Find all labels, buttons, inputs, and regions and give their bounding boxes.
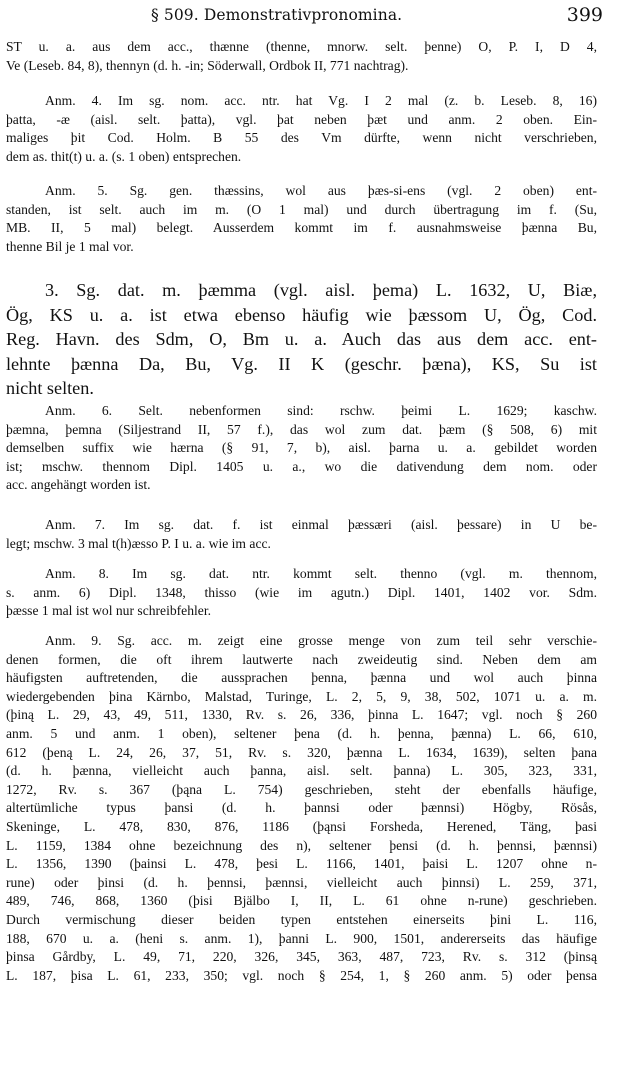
text-line: 612 (þeną L. 24, 26, 37, 51, Rv. s. 320, þænna L. 1634, 1639), selten þana: [6, 744, 597, 760]
text-line: ST u. a. aus dem acc., thænne (thenne, mnorw. selt. þenne) O, P. I, D 4,: [6, 39, 597, 54]
paragraph-continued: [6, 38, 597, 75]
text-line: L. 1159, 1384 ohne bezeichnung des n), seltener þensi (d. h. þennsi, þænnsi): [6, 837, 597, 853]
text-line: s. anm. 6) Dipl. 1348, thisso (wie im agutn.) Dipl. 1401, 1402 vor. Sdm.: [6, 584, 597, 600]
text-line: demselben suffix wie hærna (§ 91, 7, b), aisl. þarna u. a. gebildet worden: [6, 440, 597, 456]
text-line: dem as. thit(t) u. a. (s. 1 oben) entsprechen.: [6, 148, 242, 164]
note-anm-4: [6, 92, 597, 166]
section-title: § 509. Demonstrativpronomina.: [151, 6, 403, 24]
text-line: standen, ist selt. auch im m. (O 1 mal) und durch übertragung im f. (Su,: [6, 201, 597, 217]
text-line: Reg. Havn. des Sdm, O, Bm u. a. Auch das aus dem acc. ent-: [6, 329, 597, 349]
text-line: L. 187, þisa L. 61, 233, 350; vgl. noch § 254, 1, § 260 anm. 5) oder þensa: [6, 967, 597, 983]
text-line: 3. Sg. dat. m. þæmma (vgl. aisl. þema) L. 1632, U, Biæ,: [45, 280, 597, 300]
text-line: 1272, Rv. s. 367 (þąna L. 754) geschrieben, steht der ebenfalls häufige,: [6, 781, 597, 797]
text-line: ist; mschw. thennom Dipl. 1405 u. a., wo die dativendung dem nom. oder: [6, 458, 597, 474]
text-line: þæsse 1 mal ist wol nur schreibfehler.: [6, 603, 212, 619]
section-3-paragraph: [6, 278, 597, 401]
text-line: (d. h. þænna, vielleicht auch þanna, aisl. selt. þanna) L. 305, 323, 331,: [6, 763, 597, 779]
text-line: acc. angehängt worden ist.: [6, 477, 151, 493]
text-line: Skeninge, L. 478, 830, 876, 1186 (þąnsi Forsheda, Herened, Täng, þasi: [6, 818, 597, 834]
text-line: 489, 746, 868, 1360 (þisi Bjälbo I, II, L. 61 ohne n-rune) geschrieben.: [6, 893, 597, 909]
text-line: þinsa Gårdby, L. 49, 71, 220, 326, 345, 363, 487, 723, Rv. s. 312 (þinsą: [6, 949, 597, 965]
page-number: 399: [566, 4, 603, 26]
note-anm-9: [6, 632, 597, 985]
text-line: þæmna, þemna (Siljestrand II, 57 f.), das wol zum dat. þæm (§ 508, 6) mit: [6, 421, 597, 437]
text-line: thenne Bil je 1 mal vor.: [6, 238, 134, 254]
running-header: [6, 4, 603, 26]
note-anm-6: [6, 402, 597, 495]
text-line: MB. II, 5 mal) belegt. Ausserdem kommt im f. ausnahmsweise þænna Bu,: [6, 220, 597, 236]
text-line: rune) oder þinsi (d. h. þennsi, þænnsi, vielleicht auch þinnsi) L. 259, 371,: [6, 874, 597, 890]
note-anm-7: [6, 516, 597, 553]
text-line: denen formen, die oft ihrem lautwerte nach zweideutig sind. Neben dem am: [6, 651, 597, 667]
text-line: Ög, KS u. a. ist etwa ebenso häufig wie þæssom U, Ög, Cod.: [6, 304, 597, 325]
text-line: Anm. 9. Sg. acc. m. zeigt eine grosse menge von zum teil sehr verschie-: [45, 633, 597, 648]
text-line: 188, 670 u. a. (heni s. anm. 1), þanni L. 900, 1501, andererseits das häufige: [6, 930, 597, 946]
text-line: L. 1356, 1390 (þainsi L. 478, þesi L. 1166, 1401, þaisi L. 1207 ohne n-: [6, 856, 597, 872]
text-line: nicht selten.: [6, 378, 94, 398]
text-line: Ve (Leseb. 84, 8), thennyn (d. h. -in; Söderwall, Ordbok II, 771 nachtrag).: [6, 57, 409, 73]
text-line: lehnte þænna Da, Bu, Vg. II K (geschr. þæna), KS, Su ist: [6, 353, 597, 374]
text-line: wiedergebenden þina Kärnbo, Malstad, Turinge, L. 2, 5, 9, 38, 502, 1071 u. a. m.: [6, 688, 597, 704]
text-line: maliges þit Cod. Holm. B 55 des Vm dürfte, wenn nicht verschrieben,: [6, 130, 597, 146]
note-anm-8: [6, 565, 597, 621]
text-line: Anm. 5. Sg. gen. thæssins, wol aus þæs-si-ens (vgl. 2 oben) ent-: [45, 183, 597, 198]
text-line: altertümliche typus þansi (d. h. þannsi oder þænnsi) Högby, Rösås,: [6, 800, 597, 816]
text-line: Durch vermischung dieser beiden typen entstehen einerseits þini L. 116,: [6, 911, 597, 927]
text-line: (þiną L. 29, 43, 49, 511, 1330, Rv. s. 26, 336, þinna L. 1647; vgl. noch § 260: [6, 707, 597, 723]
text-line: häufigsten auftretenden, die aussprachen þenna, þænna und wol auch þinna: [6, 670, 597, 686]
text-line: anm. 5 und anm. 1 oben), seltener þena (d. h. þenna, þænna) L. 66, 610,: [6, 725, 597, 741]
text-line: þatta, -æ (aisl. selt. þatta), vgl. þat neben þæt und anm. 2 oben. Ein-: [6, 111, 597, 127]
text-line: Anm. 4. Im sg. nom. acc. ntr. hat Vg. I 2 mal (z. b. Leseb. 8, 16): [45, 93, 597, 108]
note-anm-5: [6, 182, 597, 256]
text-line: Anm. 7. Im sg. dat. f. ist einmal þæssæri (aisl. þessare) in U be-: [45, 517, 597, 532]
text-line: Anm. 8. Im sg. dat. ntr. kommt selt. thenno (vgl. m. thennom,: [45, 566, 597, 581]
text-line: legt; mschw. 3 mal t(h)æsso P. I u. a. wie im acc.: [6, 535, 271, 551]
text-line: Anm. 6. Selt. nebenformen sind: rschw. þeimi L. 1629; kaschw.: [45, 403, 597, 418]
